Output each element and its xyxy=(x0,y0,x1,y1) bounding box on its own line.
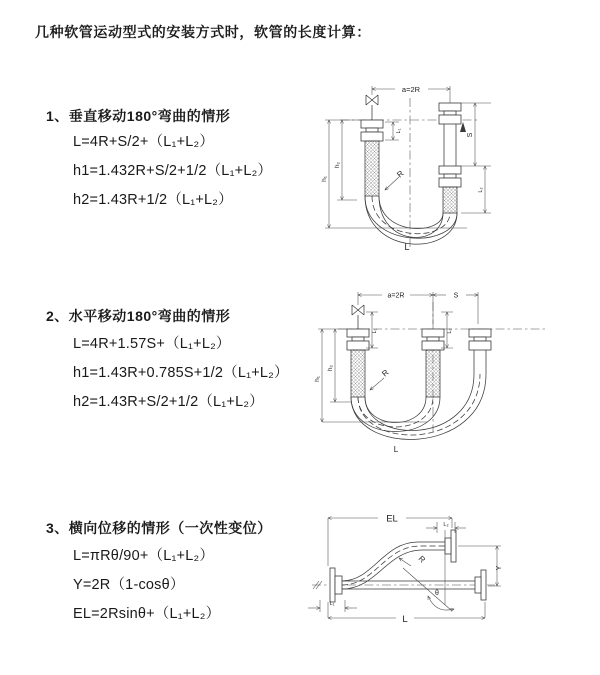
page-title: 几种软管运动型式的安装方式时，软管的长度计算： xyxy=(35,24,371,40)
diagram-2-drawing xyxy=(310,282,600,457)
valve-icon xyxy=(352,305,364,329)
dim-label-l1: L₁ xyxy=(329,601,335,607)
hose-assembly xyxy=(330,530,486,602)
radius-label: R xyxy=(395,168,406,180)
dimension-lines xyxy=(318,292,478,422)
dim-label-h1: h₁ xyxy=(314,376,321,382)
formula-line: EL=2Rsinθ+（L₁+L₂） xyxy=(73,606,221,622)
radius-label: R xyxy=(416,554,427,565)
formula-line: L=4R+S/2+（L₁+L₂） xyxy=(73,134,215,150)
dim-label-l2: L₂ xyxy=(447,328,453,334)
dim-label-y: Y xyxy=(496,565,503,571)
hose-u-bend-position-1 xyxy=(351,397,440,432)
dim-label-l1: L₁ xyxy=(372,328,378,334)
radius-label: R xyxy=(380,367,391,379)
right-fitting-upper xyxy=(439,103,461,124)
dim-label-s: S xyxy=(467,132,474,138)
right-braid-section xyxy=(443,187,457,213)
hose-s-curve xyxy=(342,542,445,589)
top-flange-displaced xyxy=(445,530,456,562)
right-tube xyxy=(474,350,486,374)
dim-label-span: a=2R xyxy=(401,85,421,94)
middle-braid-section xyxy=(426,350,440,397)
left-braid-section xyxy=(365,141,379,196)
section-3-heading: 3、横向位移的情形（一次性变位） xyxy=(46,520,272,536)
right-fitting-lower xyxy=(439,166,461,187)
dim-label-l2: L₂ xyxy=(478,187,484,193)
dim-label-l1: L₁ xyxy=(396,128,402,134)
left-braid-section xyxy=(351,350,365,397)
right-flange-original xyxy=(475,570,486,600)
length-label: L xyxy=(393,445,399,454)
diagram-3-drawing xyxy=(300,500,600,648)
left-fitting xyxy=(347,329,369,350)
section-2-formulas xyxy=(73,330,289,417)
dim-label-h2: h₂ xyxy=(327,364,334,372)
length-label: L xyxy=(402,614,408,625)
diagram-1-drawing xyxy=(315,78,585,253)
right-fitting-moved xyxy=(469,329,491,350)
formula-line: L=πRθ/90+（L₁+L₂） xyxy=(73,548,215,564)
diagram-vertical-180-bend xyxy=(315,78,585,253)
angle-label: θ xyxy=(435,590,439,597)
left-fitting xyxy=(361,120,383,141)
right-tube xyxy=(444,124,456,166)
section-1-heading: 1、垂直移动180°弯曲的情形 xyxy=(46,108,231,124)
dim-label-span: a=2R xyxy=(387,292,405,300)
dim-label-l2: L₂ xyxy=(443,522,449,528)
hose-assembly xyxy=(347,329,491,439)
dim-label-s: S xyxy=(453,292,459,300)
left-flange xyxy=(330,568,342,602)
valve-icon xyxy=(366,95,378,120)
formula-line: h2=1.43R+1/2（L₁+L₂） xyxy=(73,192,233,208)
formula-line: L=4R+1.57S+（L₁+L₂） xyxy=(73,336,231,352)
section-2-heading: 2、水平移动180°弯曲的情形 xyxy=(46,308,231,324)
diagram-lateral-displacement xyxy=(300,500,600,648)
length-label: L xyxy=(404,242,410,252)
formula-line: h1=1.43R+0.785S+1/2（L₁+L₂） xyxy=(73,365,289,381)
section-1-formulas xyxy=(73,128,272,215)
hose-assembly xyxy=(361,103,466,244)
dim-label-h1: h₁ xyxy=(321,176,328,182)
dimension-lines xyxy=(325,86,491,228)
formula-line: Y=2R（1-cosθ） xyxy=(73,577,185,593)
dim-label-h2: h₂ xyxy=(334,161,341,169)
formula-line: h1=1.432R+S/2+1/2（L₁+L₂） xyxy=(73,163,273,179)
middle-fitting xyxy=(422,329,444,350)
hose-u-bend-position-2 xyxy=(351,374,486,439)
section-3-formulas xyxy=(73,542,220,629)
dim-label-el: EL xyxy=(386,513,398,525)
dimension-lines xyxy=(308,518,501,618)
formula-line: h2=1.43R+S/2+1/2（L₁+L₂） xyxy=(73,394,264,410)
diagram-horizontal-180-bend xyxy=(310,282,600,457)
